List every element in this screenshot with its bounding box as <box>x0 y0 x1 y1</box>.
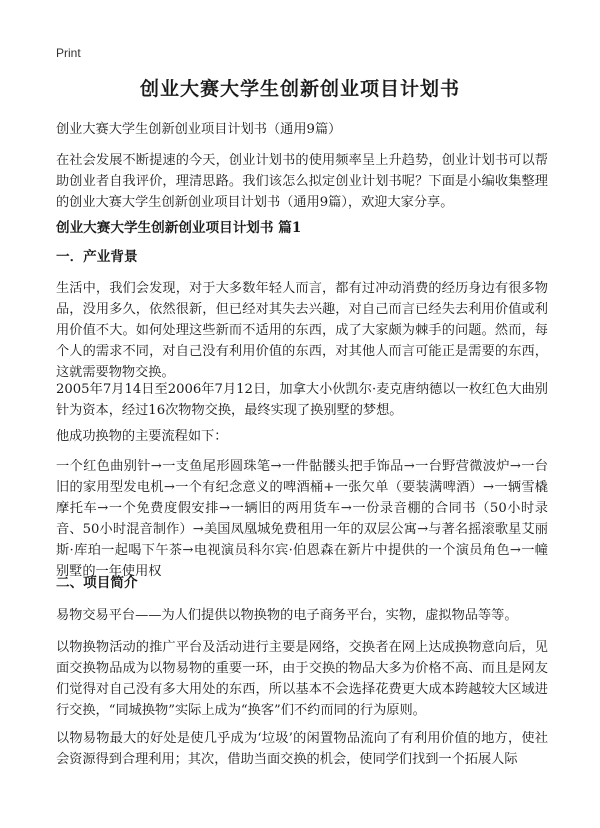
project-paragraph-1: 易物交易平台——为人们提供以物换物的电子商务平台，实物，虚拟物品等等。 <box>56 608 518 623</box>
page-title: 创业大赛大学生创新创业项目计划书 <box>139 78 460 100</box>
background-paragraph-3: 他成功换物的主要流程如下： <box>56 429 228 444</box>
intro-paragraph: 在社会发展不断提速的今天，创业计划书的使用频率呈上升趋势，创业计划书可以帮助创业者自我评价，理清思路。我们该怎么拟定创业计划书呢？下面是小编收集整理的创业大赛大学生创新创业项目计划书（通用9篇），欢迎大家分享。 <box>56 153 548 210</box>
background-paragraph-2: 2005年7月14日至2006年7月12日，加拿大小伙凯尔·麦克唐纳德以一枚红色大曲别针为资本，经过16次物物交换，最终实现了换别墅的梦想。 <box>56 382 548 418</box>
document-subtitle: 创业大赛大学生创新创业项目计划书（通用9篇） <box>56 122 342 137</box>
print-link[interactable]: Print <box>56 46 81 60</box>
section-heading-background: 一．产业背景 <box>56 249 138 265</box>
article-section-title: 创业大赛大学生创新创业项目计划书 篇1 <box>56 220 302 236</box>
background-paragraph-1: 生活中，我们会发现，对于大多数年轻人而言，都有过冲动消费的经历身边有很多物品，没用多久，依然很新，但已经对其失去兴趣，对自己而言已经失去利用价值或利用价值不大。如何处理这些新而不适用的东西，成了大家颇为棘手的问题。然而，每个人的需求不同，对自己没有利用价值的东西，对其他人而言可能正是需要的东西，这就需要物物交换。 <box>56 281 548 380</box>
trade-flow-paragraph: 一个红色曲别针→一支鱼尾形圆珠笔→一件骷髅头把手饰品→一台野营微波炉→一台旧的家用型发电机→一个有纪念意义的啤酒桶+一张欠单（要装满啤酒）→一辆雪橇摩托车→一个免费度假安排→一辆旧的两用货车→一份录音棚的合同书（50小时录音、50小时混音制作）→美国凤凰城免费租用一年的双层公寓→与著名摇滚歌星艾丽斯·库珀一起喝下午茶→电视演员科尔宾·伯恩森在新片中提供的一个演员角色→一幢别墅的一年使用权 <box>56 459 548 579</box>
project-paragraph-3: 以物易物最大的好处是使几乎成为‘垃圾’的闲置物品流向了有利用价值的地方，使社会资源得到合理利用；其次，借助当面交换的机会，使同学们找到一个拓展人际 <box>56 731 548 767</box>
section-heading-project-intro: 二、项目简介 <box>56 575 138 591</box>
project-paragraph-2: 以物换物活动的推广平台及活动进行主要是网络，交换者在网上达成换物意向后，见面交换物品成为以物易物的重要一环，由于交换的物品大多为价格不高、而且是网友们觉得对自己没有多大用处的东西，所以基本不会选择花费更大成本跨越较大区域进行交换，“同城换物”实际上成为“换客”们不约而同的行为原则。 <box>56 640 548 718</box>
